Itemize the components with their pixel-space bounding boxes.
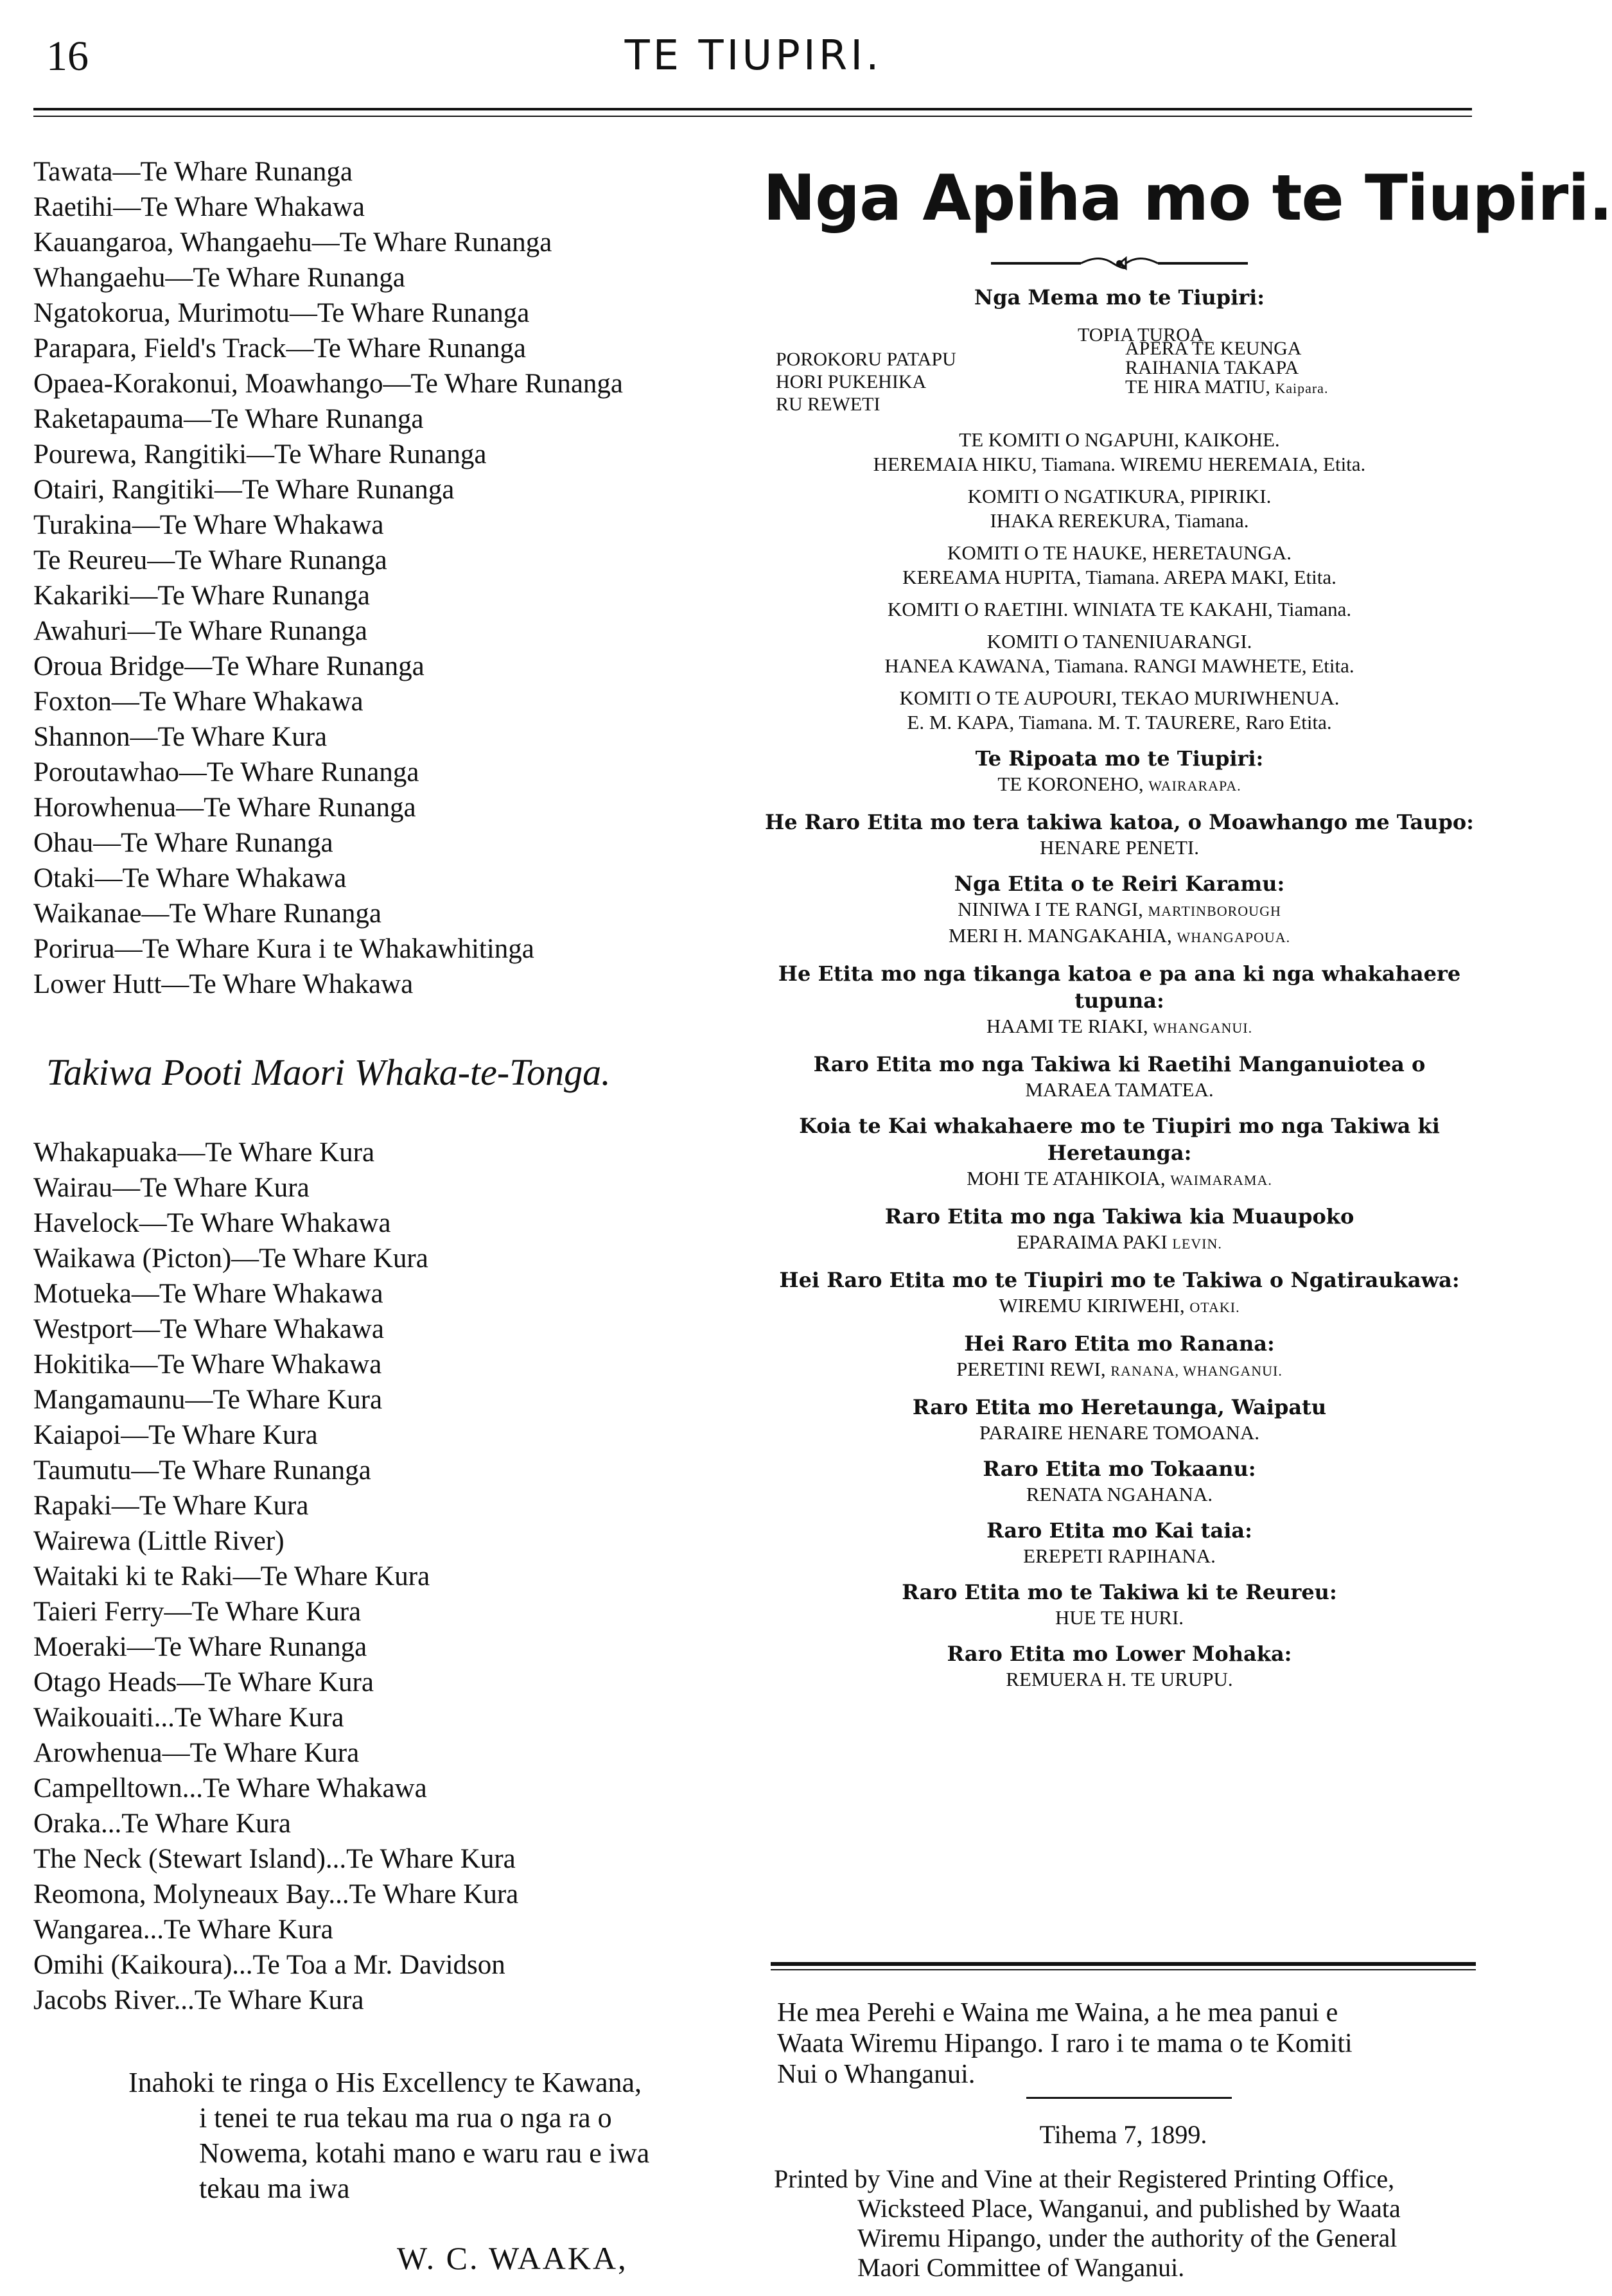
section-heading: Raro Etita mo Tokaanu: (983, 1457, 1256, 1481)
note-line: He mea Perehi e Waina me Waina, a he mea panui e (777, 1998, 1338, 2028)
committee-title: TE KOMITI O NGAPUHI, KAIKOHE. (959, 428, 1280, 451)
agent-name: PERETINI REWI, RANANA, WHANGANUI. (956, 1358, 1283, 1380)
section-heading: He Etita mo nga tikanga katoa e pa ana ki nga whakahaere tupuna: (778, 961, 1461, 1013)
agent-name: HENARE PENETI. (1040, 836, 1199, 859)
section-heading: Hei Raro Etita mo Ranana: (964, 1331, 1275, 1356)
imprint-line: Maori Committee of Wanganui. (857, 2253, 1185, 2282)
section-rule (771, 1962, 1476, 1966)
place-entry: Raketapauma—Te Whare Runanga (33, 404, 424, 434)
newspaper-title: TE TIUPIRI. (624, 32, 882, 80)
place-entry: Waitaki ki te Raki—Te Whare Kura (33, 1561, 430, 1591)
section-heading: Raro Etita mo Lower Mohaka: (947, 1642, 1292, 1666)
agent-name: MOHI TE ATAHIKOIA, WAIMARAMA. (967, 1167, 1272, 1189)
section-heading: Raro Etita mo Kai taia: (986, 1518, 1252, 1543)
place-entry: Omihi (Kaikoura)...Te Toa a Mr. Davidson (33, 1950, 505, 1980)
place-entry: Ohau—Te Whare Runanga (33, 828, 333, 858)
short-rule (1026, 2097, 1232, 2099)
place-entry: Ngatokorua, Murimotu—Te Whare Runanga (33, 298, 530, 328)
place-entry: Taieri Ferry—Te Whare Kura (33, 1597, 362, 1627)
agent-name: HAAMI TE RIAKI, WHANGANUI. (986, 1015, 1253, 1037)
committee-title: KOMITI O NGATIKURA, PIPIRIKI. (967, 485, 1272, 507)
committee-names: HANEA KAWANA, Tiamana. RANGI MAWHETE, Etita. (884, 654, 1354, 677)
place-entry: The Neck (Stewart Island)...Te Whare Kura (33, 1844, 516, 1874)
section-heading: Raro Etita mo nga Takiwa kia Muaupoko (884, 1204, 1354, 1229)
member-name: TOPIA TUROA (1078, 324, 1204, 346)
place-entry: Mangamaunu—Te Whare Kura (33, 1385, 383, 1415)
place-entry: Westport—Te Whare Whakawa (33, 1314, 384, 1344)
section-heading: Raro Etita mo Heretaunga, Waipatu (912, 1395, 1327, 1419)
committee-title: KOMITI O TE HAUKE, HERETAUNGA. (947, 541, 1292, 564)
member-name: HORI PUKEHIKA (776, 371, 927, 392)
place-entry: Wangarea...Te Whare Kura (33, 1915, 333, 1945)
imprint (774, 2164, 1474, 2283)
place-entry: Shannon—Te Whare Kura (33, 722, 328, 752)
agent-name: TE KORONEHO, WAIRARAPA. (997, 773, 1241, 795)
left-column (33, 154, 759, 2018)
agent-name: WIREMU KIRIWEHI, OTAKI. (999, 1294, 1240, 1317)
place-entry: Moeraki—Te Whare Runanga (33, 1632, 367, 1662)
members-block (763, 316, 1476, 425)
issue-date: Tihema 7, 1899. (1039, 2120, 1207, 2149)
agent-name: RENATA NGAHANA. (1026, 1483, 1213, 1505)
place-entry: Motueka—Te Whare Whakawa (33, 1279, 383, 1309)
place-entry: Turakina—Te Whare Whakawa (33, 510, 384, 540)
committee-names: IHAKA REREKURA, Tiamana. (990, 509, 1249, 532)
section-heading: Te Ripoata mo te Tiupiri: (975, 746, 1264, 771)
place-entry: Kaiapoi—Te Whare Kura (33, 1420, 318, 1450)
proclamation-line: i tenei te rua tekau ma rua o nga ra o (199, 2102, 612, 2134)
place-entry: Taumutu—Te Whare Runanga (33, 1455, 371, 1485)
place-entry: Poroutawhao—Te Whare Runanga (33, 757, 419, 787)
committee-entry: KOMITI O RAETIHI. WINIATA TE KAKAHI, Tiamana. (887, 598, 1352, 620)
section-heading: Raro Etita mo te Takiwa ki te Reureu: (902, 1580, 1337, 1604)
header-rule-thin (33, 116, 1472, 117)
member-name: RAIHANIA TAKAPA (1125, 357, 1299, 378)
place-entry: Waikanae—Te Whare Runanga (33, 898, 381, 929)
place-entry: Havelock—Te Whare Whakawa (33, 1208, 391, 1238)
section-heading: He Raro Etita mo tera takiwa katoa, o Moawhango me Taupo: (765, 810, 1474, 834)
place-entry: Raetihi—Te Whare Whakawa (33, 192, 365, 222)
committee-names: KEREAMA HUPITA, Tiamana. AREPA MAKI, Etita. (902, 566, 1336, 588)
place-entry: Waikawa (Picton)—Te Whare Kura (33, 1243, 428, 1274)
proclamation-line: Nowema, kotahi mano e waru rau e iwa (199, 2137, 650, 2169)
committee-title: KOMITI O TANENIUARANGI. (986, 630, 1252, 653)
place-entry: Otairi, Rangitiki—Te Whare Runanga (33, 475, 455, 505)
place-entry: Otago Heads—Te Whare Kura (33, 1667, 374, 1697)
proclamation-line: tekau ma iwa (199, 2173, 350, 2204)
place-entry: Kakariki—Te Whare Runanga (33, 581, 370, 611)
place-entry: Oroua Bridge—Te Whare Runanga (33, 651, 425, 681)
section-heading: Nga Etita o te Reiri Karamu: (954, 872, 1285, 896)
members-heading: Nga Mema mo te Tiupiri: (974, 285, 1265, 310)
agent-name: NINIWA I TE RANGI, MARTINBOROUGH (958, 898, 1281, 920)
place-entry: Pourewa, Rangitiki—Te Whare Runanga (33, 439, 487, 469)
place-entry: Campelltown...Te Whare Whakawa (33, 1773, 427, 1803)
place-entry: Rapaki—Te Whare Kura (33, 1491, 309, 1521)
place-entry: Jacobs River...Te Whare Kura (33, 1985, 364, 2015)
place-entry: Opaea-Korakonui, Moawhango—Te Whare Runanga (33, 369, 623, 399)
committee-title: KOMITI O TE AUPOURI, TEKAO MURIWHENUA. (899, 687, 1340, 709)
proclamation (128, 2065, 764, 2206)
place-entry: Parapara, Field's Track—Te Whare Runanga (33, 333, 526, 364)
imprint-line: Printed by Vine and Vine at their Registered Printing Office, (774, 2164, 1395, 2193)
header-rule (33, 108, 1472, 110)
member-name: POROKORU PATAPU (776, 349, 956, 370)
ornament-divider (991, 256, 1248, 271)
place-entry: Oraka...Te Whare Kura (33, 1809, 291, 1839)
agents-masthead: Nga Apiha mo te Tiupiri. (763, 162, 1612, 235)
note-line: Nui o Whanganui. (777, 2060, 976, 2089)
right-column (763, 154, 1612, 1692)
signature: W. C. WAAKA, (397, 2240, 628, 2276)
place-entry: Whangaehu—Te Whare Runanga (33, 263, 405, 293)
agent-name: HUE TE HURI. (1055, 1606, 1184, 1629)
place-entry: Tawata—Te Whare Runanga (33, 157, 353, 187)
place-entry: Waikouaiti...Te Whare Kura (33, 1703, 344, 1733)
member-name: RU REWETI (776, 394, 880, 415)
northern-places-list (33, 154, 759, 1002)
place-entry: Wairewa (Little River) (33, 1526, 285, 1556)
page-number: 16 (46, 33, 89, 80)
place-entry: Foxton—Te Whare Whakawa (33, 687, 364, 717)
agent-name: EREPETI RAPIHANA. (1023, 1545, 1216, 1567)
place-entry: Hokitika—Te Whare Whakawa (33, 1349, 382, 1380)
agent-name: EPARAIMA PAKI LEVIN. (1017, 1231, 1222, 1253)
place-entry: Arowhenua—Te Whare Kura (33, 1738, 360, 1768)
imprint-line: Wiremu Hipango, under the authority of the General (857, 2223, 1397, 2252)
southern-district-heading: Takiwa Pooti Maori Whaka-te-Tonga. (46, 1051, 611, 1093)
proclamation-line: Inahoki te ringa o His Excellency te Kawana, (128, 2067, 642, 2098)
section-heading: Hei Raro Etita mo te Tiupiri mo te Takiwa o Ngatiraukawa: (779, 1268, 1460, 1292)
place-entry: Lower Hutt—Te Whare Whakawa (33, 969, 414, 999)
place-entry: Otaki—Te Whare Whakawa (33, 863, 347, 893)
publisher-note (777, 1997, 1471, 2090)
agent-name: PARAIRE HENARE TOMOANA. (979, 1421, 1260, 1444)
place-entry: Reomona, Molyneaux Bay...Te Whare Kura (33, 1879, 519, 1909)
member-name: APERA TE KEUNGA (1125, 338, 1302, 359)
committee-names: E. M. KAPA, Tiamana. M. T. TAURERE, Raro Etita. (907, 711, 1332, 733)
place-entry: Horowhenua—Te Whare Runanga (33, 793, 416, 823)
note-line: Waata Wiremu Hipango. I raro i te mama o te Komiti (777, 2029, 1353, 2058)
section-heading: Raro Etita mo nga Takiwa ki Raetihi Manganuiotea o (813, 1052, 1426, 1076)
members-right (1125, 339, 1328, 398)
agent-name: MERI H. MANGAKAHIA, WHANGAPOUA. (948, 924, 1291, 947)
place-entry: Kauangaroa, Whangaehu—Te Whare Runanga (33, 227, 552, 258)
agent-name: MARAEA TAMATEA. (1025, 1078, 1214, 1101)
place-entry: Porirua—Te Whare Kura i te Whakawhitinga (33, 934, 534, 964)
members-left (776, 348, 956, 416)
place-entry: Te Reureu—Te Whare Runanga (33, 545, 387, 575)
section-rule-thin (771, 1969, 1476, 1970)
place-entry: Awahuri—Te Whare Runanga (33, 616, 368, 646)
place-entry: Whakapuaka—Te Whare Kura (33, 1137, 375, 1168)
section-heading: Koia te Kai whakahaere mo te Tiupiri mo nga Takiwa ki Heretaunga: (799, 1114, 1440, 1165)
place-entry: Wairau—Te Whare Kura (33, 1173, 310, 1203)
imprint-line: Wicksteed Place, Wanganui, and published by Waata (857, 2194, 1401, 2223)
committee-names: HEREMAIA HIKU, Tiamana. WIREMU HEREMAIA, Etita. (873, 453, 1366, 475)
agent-name: REMUERA H. TE URUPU. (1006, 1668, 1233, 1690)
member-name: TE HIRA MATIU, Kaipara. (1125, 376, 1329, 398)
southern-places-list (33, 1135, 759, 2018)
